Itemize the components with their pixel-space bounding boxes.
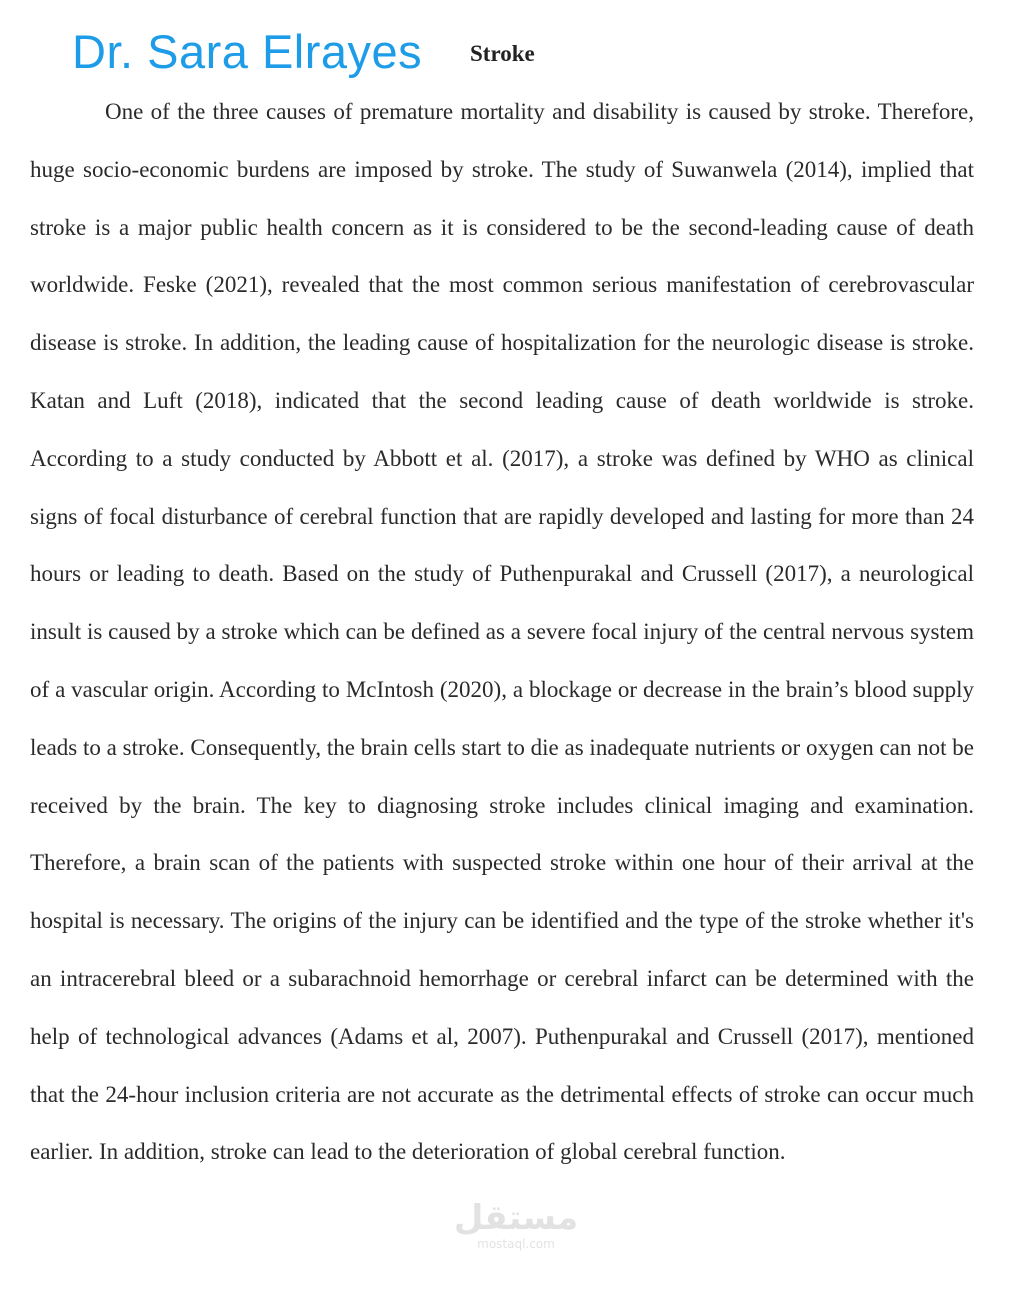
watermark-subtext: mostaql.com	[477, 1237, 555, 1251]
author-name: Dr. Sara Elrayes	[72, 25, 423, 78]
watermark-text: مستقل	[453, 1198, 579, 1238]
document-title: Stroke	[470, 41, 535, 66]
watermark-logo	[446, 1196, 586, 1266]
body-paragraph: One of the three causes of premature mortality and disability is caused by stroke. Therefore, huge socio-economic burdens are imposed by stroke. The study of Suwanwela (2014), implied that stroke is a major public health concern as it is considered to be the second-leading cause of death worldwide. Feske (2021), revealed that the most common serious manifestation of cerebrovascular disease is stroke. In addition, the leading cause of hospitalization for the neurologic disease is stroke. Katan and Luft (2018), indicated that the second leading cause of death worldwide is stroke. According to a study conducted by Abbott et al. (2017), a stroke was defined by WHO as clinical signs of focal disturbance of cerebral function that are rapidly developed and lasting for more than 24 hours or leading to death. Based on the study of Puthenpurakal and Crussell (2017), a neurological insult is caused by a stroke which can be defined as a severe focal injury of the central nervous system of a vascular origin. According to McIntosh (2020), a blockage or decrease in the brain’s blood supply leads to a stroke. Consequently, the brain cells start to die as inadequate nutrients or oxygen can not be received by the brain. The key to diagnosing stroke includes clinical imaging and examination. Therefore, a brain scan of the patients with suspected stroke within one hour of their arrival at the hospital is necessary. The origins of the injury can be identified and the type of the stroke whether it's an intracerebral bleed or a subarachnoid hemorrhage or cerebral infarct can be determined with the help of technological advances (Adams et al, 2007). Puthenpurakal and Crussell (2017), mentioned that the 24-hour inclusion criteria are not accurate as the detrimental effects of stroke can occur much earlier. In addition, stroke can lead to the deterioration of global cerebral function.	[30, 99, 974, 1165]
